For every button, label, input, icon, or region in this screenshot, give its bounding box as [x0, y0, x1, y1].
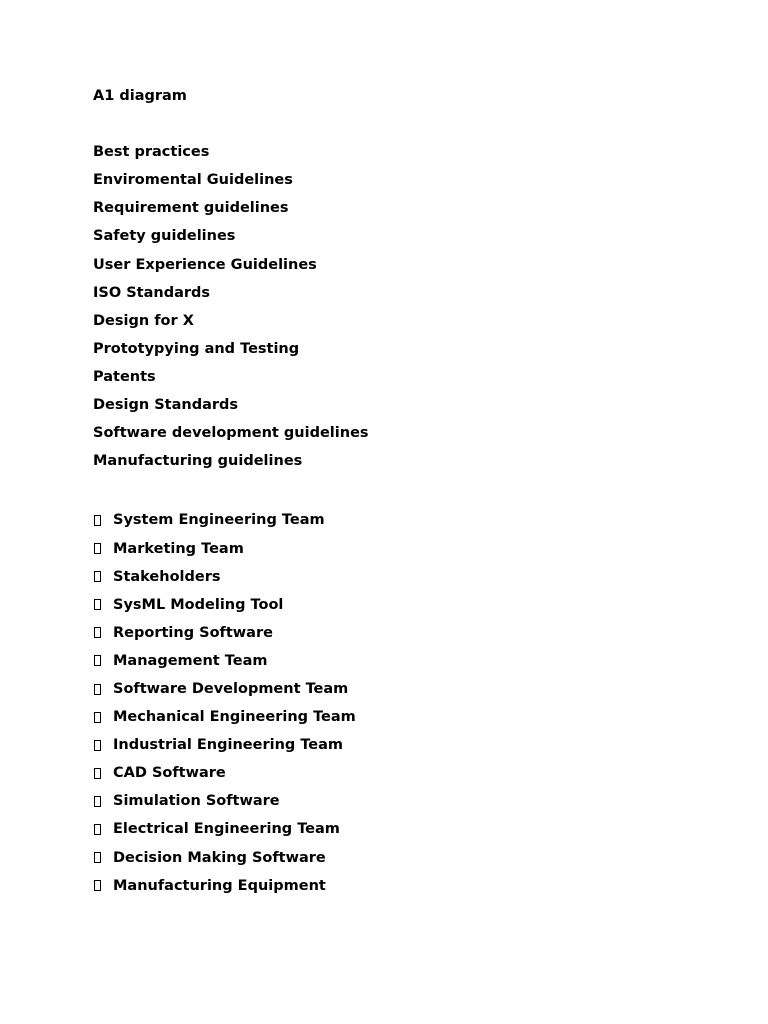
resource-label: Electrical Engineering Team [113, 821, 340, 838]
resource-label: Marketing Team [113, 540, 244, 557]
resource-label: Industrial Engineering Team [113, 737, 344, 754]
missing-glyph-box-icon [94, 712, 101, 723]
resource-item [93, 787, 713, 815]
guideline-item: Requirement guidelines [93, 200, 289, 217]
missing-glyph-box-icon [94, 880, 101, 891]
resource-label: Decision Making Software [113, 849, 326, 866]
missing-glyph-box-icon [94, 571, 101, 582]
missing-glyph-box-icon [94, 768, 101, 779]
resource-label: Stakeholders [113, 568, 221, 585]
resource-label: System Engineering Team [113, 512, 325, 529]
guideline-item: Best practices [93, 144, 210, 161]
resources-list [93, 506, 713, 899]
resource-item [93, 759, 713, 787]
resource-label: CAD Software [113, 765, 226, 782]
resource-item [93, 872, 713, 900]
resource-item [93, 619, 713, 647]
resource-item [93, 844, 713, 872]
spacer [93, 113, 713, 141]
resource-label: Simulation Software [113, 793, 280, 810]
spacer [93, 478, 713, 506]
resource-label: Software Development Team [113, 681, 349, 698]
guideline-item: Patents [93, 368, 156, 385]
guideline-item: Design for X [93, 312, 194, 329]
resource-label: Management Team [113, 652, 268, 669]
guideline-item: Safety guidelines [93, 228, 236, 245]
resource-item [93, 815, 713, 843]
resource-item [93, 703, 713, 731]
missing-glyph-box-icon [94, 599, 101, 610]
resource-item [93, 591, 713, 619]
guideline-item: Prototypying and Testing [93, 340, 300, 357]
missing-glyph-box-icon [94, 824, 101, 835]
resource-label: Manufacturing Equipment [113, 877, 326, 894]
missing-glyph-box-icon [94, 515, 101, 526]
resource-item [93, 563, 713, 591]
resource-label: SysML Modeling Tool [113, 596, 284, 613]
guideline-item: User Experience Guidelines [93, 256, 317, 273]
resource-item [93, 506, 713, 534]
guideline-item: Software development guidelines [93, 425, 369, 442]
resource-label: Mechanical Engineering Team [113, 709, 356, 726]
missing-glyph-box-icon [94, 684, 101, 695]
missing-glyph-box-icon [94, 796, 101, 807]
guideline-item: ISO Standards [93, 284, 211, 301]
guideline-item: Enviromental Guidelines [93, 172, 293, 189]
guidelines-list [93, 141, 713, 478]
resource-label: Reporting Software [113, 624, 273, 641]
guideline-item: Design Standards [93, 397, 239, 414]
missing-glyph-box-icon [94, 627, 101, 638]
resource-item [93, 535, 713, 563]
missing-glyph-box-icon [94, 852, 101, 863]
resource-item [93, 675, 713, 703]
missing-glyph-box-icon [94, 740, 101, 751]
guideline-item: Manufacturing guidelines [93, 453, 303, 470]
resource-item [93, 647, 713, 675]
resource-item [93, 731, 713, 759]
missing-glyph-box-icon [94, 543, 101, 554]
document-body [93, 85, 713, 900]
missing-glyph-box-icon [94, 655, 101, 666]
document-title: A1 diagram [93, 88, 187, 104]
